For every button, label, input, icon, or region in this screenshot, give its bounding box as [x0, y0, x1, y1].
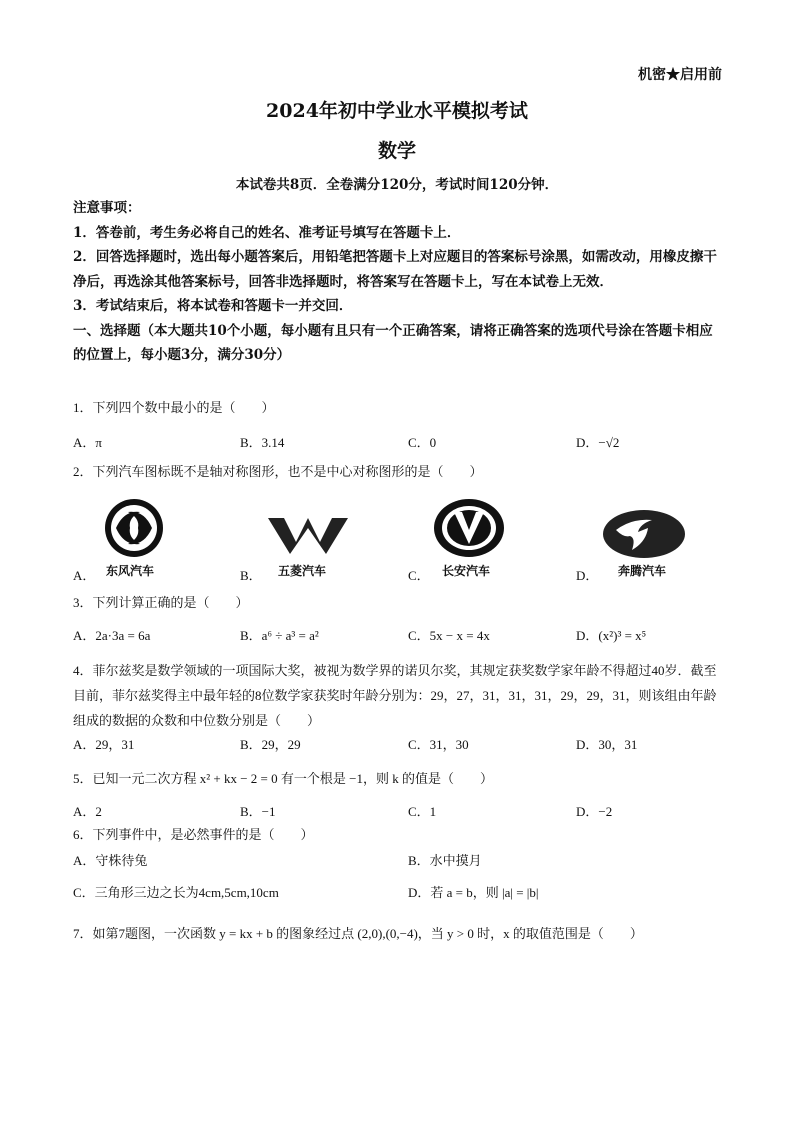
- q7-stem: 7．如第7题图，一次函数 y = kx + b 的图象经过点 (2,0),(0,−4)，当 y > 0 时，x 的取值范围是（ ）: [73, 926, 643, 941]
- section-heading: 一、选择题（本大题共10个小题，每小题有且只有一个正确答案，请将正确答案的选项代号涂在答题卡相应的位置上，每小题3分，满分30分）: [73, 322, 713, 363]
- q4-option-b: B．29，29: [240, 737, 301, 752]
- q6-option-a: A．守株待兔: [73, 853, 148, 868]
- notice-item-1: 1．答卷前，考生务必将自己的姓名、准考证号填写在答题卡上．: [73, 224, 461, 241]
- changan-logo-icon: [432, 498, 506, 562]
- q4-option-c: C．31，30: [408, 737, 469, 752]
- q5-option-a: A．2: [73, 804, 102, 819]
- q2-stem: 2．下列汽车图标既不是轴对称图形，也不是中心对称图形的是（ ）: [73, 464, 483, 479]
- confidential-label: 机密★启用前: [638, 67, 722, 83]
- q3-option-a: A．2a·3a = 6a: [73, 628, 151, 643]
- q1-option-b: B．3.14: [240, 435, 285, 450]
- logo-caption-c: 长安汽车: [442, 564, 491, 578]
- q5-stem: 5．已知一元二次方程 x² + kx − 2 = 0 有一个根是 −1，则 k 的值是（ ）: [73, 771, 493, 786]
- logo-caption-a: 东风汽车: [106, 564, 155, 578]
- q1-option-c: C．0: [408, 435, 437, 450]
- q1-stem: 1．下列四个数中最小的是（ ）: [73, 400, 275, 415]
- q1-option-d: D．−√2: [576, 435, 620, 450]
- q4-option-d: D．30，31: [576, 737, 638, 752]
- q6-option-c: C．三角形三边之长为4cm,5cm,10cm: [73, 885, 279, 900]
- q2-option-a: A．: [73, 568, 96, 583]
- q2-option-c: C．: [408, 568, 430, 583]
- subject-title: 数学: [377, 140, 416, 162]
- q3-option-d: D．(x²)³ = x⁵: [576, 628, 647, 643]
- dongfeng-logo-icon: [100, 498, 168, 562]
- wuling-logo-icon: [266, 514, 350, 558]
- q1-option-a: A．π: [73, 435, 102, 450]
- notice-block: [73, 196, 725, 368]
- q6-stem: 6．下列事件中，是必然事件的是（ ）: [73, 827, 314, 842]
- q5-option-b: B．−1: [240, 804, 276, 819]
- besturn-logo-icon: [602, 508, 686, 560]
- logo-caption-d: 奔腾汽车: [618, 564, 667, 578]
- q3-stem: 3．下列计算正确的是（ ）: [73, 595, 249, 610]
- q5-option-c: C．1: [408, 804, 437, 819]
- q4-stem: 4．菲尔兹奖是数学领域的一项国际大奖，被视为数学界的诺贝尔奖，其规定获奖数学家年龄不得超过40岁．截至目前，菲尔兹奖得主中最年轻的8位数学家获奖时年龄分别为：29，27，31，31，31，29，29，31，则该组由年龄组成的数据的众数和中位数分别是（ ）: [73, 663, 717, 728]
- exam-title: 2024年初中学业水平模拟考试: [266, 100, 528, 122]
- q5-option-d: D．−2: [576, 804, 613, 819]
- q6-option-b: B．水中摸月: [408, 853, 482, 868]
- q2-option-d: D．: [576, 568, 599, 583]
- notice-item-3: 3．考试结束后，将本试卷和答题卡一并交回．: [73, 298, 353, 314]
- logo-caption-b: 五菱汽车: [278, 564, 327, 578]
- exam-info: 本试卷共8页．全卷满分120分，考试时间120分钟．: [235, 177, 559, 193]
- q2-option-b: B．: [240, 568, 262, 583]
- q4-option-a: A．29，31: [73, 737, 135, 752]
- q6-option-d: D．若 a = b，则 |a| = |b|: [408, 885, 539, 900]
- notice-heading: 注意事项：: [73, 200, 141, 216]
- notice-item-2: 2．回答选择题时，选出每小题答案后，用铅笔把答题卡上对应题目的答案标号涂黑，如需改动，用橡皮擦干净后，再选涂其他答案标号，回答非选择题时，将答案写在答题卡上，写在本试卷上无效．: [73, 249, 717, 290]
- q3-option-c: C．5x − x = 4x: [408, 628, 490, 643]
- q3-option-b: B．a⁶ ÷ a³ = a²: [240, 628, 319, 643]
